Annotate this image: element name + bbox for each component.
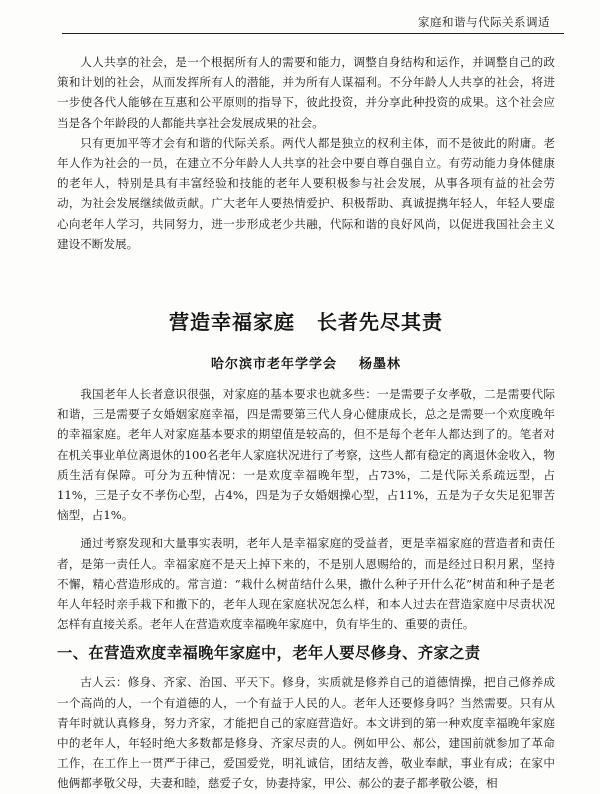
article-byline xyxy=(57,353,555,372)
intro-paragraph: 人人共享的社会，是一个根据所有人的需要和能力，调整自身结构和运作，并调整自己的政策和计划的社会，从而发挥所有人的潜能，并为所有人谋福利。不分年龄人人共享的社会，将进一步使各代人能够在互惠和公平原则的指导下，彼此投资，并分享此种投资的成果。这个社会应当是各个年龄段的人都能共享社会发展成果的社会。 xyxy=(57,55,555,130)
article-paragraph: 通过考察发现和大量事实表明，老年人是幸福家庭的受益者，更是幸福家庭的营造者和责任者，是第一责任人。幸福家庭不是天上掉下来的，不是别人恩赐给的，而是经过日积月累，坚持不懈，精心营造形成的。常言道：“栽什么树苗结什么果，撒什么种子开什么花”树苗和种子是老年人年轻时亲手栽下和撒下的，老年人现在家庭状况怎么样，和本人过去在营造家庭中尽责状况怎样有直接关系。老年人在营造欢度幸福晚年家庭中，负有毕生的、重要的责任。 xyxy=(57,536,555,632)
page-content xyxy=(57,52,555,794)
section-paragraph: 古人云：修身、齐家、治国、平天下。修身，实质就是修养自己的道德情操，把自己修养成一个高尚的人，一个有道德的人，一个有益于人民的人。老年人还要修身吗？当然需要。只有从青年时就认真修身，努力齐家，才能把自己的家庭营造好。本文讲到的第一种欢度幸福晚年家庭中的老年人，年轻时绝大多数都是修身、齐家尽责的人。例如甲公、郝公，建国前就参加了革命工作，在工作上一贯严于律己，爱国爱党，明礼诚信，团结友善，敬业奉献，事业有成；在家中他俩都孝敬父母，夫妻和睦，慈爱子女，协妻持家，甲公、郝公的妻子都孝敬公婆，相 xyxy=(57,675,555,791)
running-header: 家庭和谐与代际关系调适 xyxy=(418,15,550,29)
article-paragraph: 我国老年人长者意识很强，对家庭的基本要求也就多些：一是需要子女孝敬，二是需要代际和谐，三是需要子女婚姻家庭幸福，四是需要第三代人身心健康成长，总之是需要一个欢度晚年的幸福家庭。老年人对家庭基本要求的期望值是较高的，但不是每个老年人都达到了的。笔者对在机关事业单位离退休的100名老年人家庭状况进行了考察，这些人都有稳定的离退休金收入，物质生活有保障。可分为五种情况：一是欢度幸福晚年型，占73%，二是代际关系疏远型，占11%，三是子女不孝伤心型，占4%，四是为子女婚姻操心型，占11%，五是为子女失足犯罪苦恼型，占1%。 xyxy=(57,387,555,523)
author-name: 杨墨林 xyxy=(359,357,402,373)
section-heading: 一、在营造欢度幸福晚年家庭中，老年人要尽修身、齐家之责 xyxy=(57,644,481,663)
article-title-left: 营造幸福家庭 xyxy=(169,310,295,335)
header-rule xyxy=(62,33,564,34)
author-organization: 哈尔滨市老年学学会 xyxy=(210,357,337,373)
intro-paragraph: 只有更加平等才会有和谐的代际关系。两代人都是独立的权利主体，而不是彼此的附庸。老年人作为社会的一员，在建立不分年龄人人共享的社会中要自尊自强自立。有劳动能力身体健康的老年人，特别是具有丰富经验和技能的老年人要积极参与社会发展，从事各项有益的社会劳动，为社会发展继续做贡献。广大老年人要热情爱护、积极帮助、真诚提携年轻人，年轻人要虚心向老年人学习，共同努力，进一步形成老少共融，代际和谐的良好风尚，以促进我国社会主义建设不断发展。 xyxy=(57,135,555,251)
article-title-right: 长者先尽其责 xyxy=(317,310,443,335)
article-title xyxy=(57,306,555,335)
